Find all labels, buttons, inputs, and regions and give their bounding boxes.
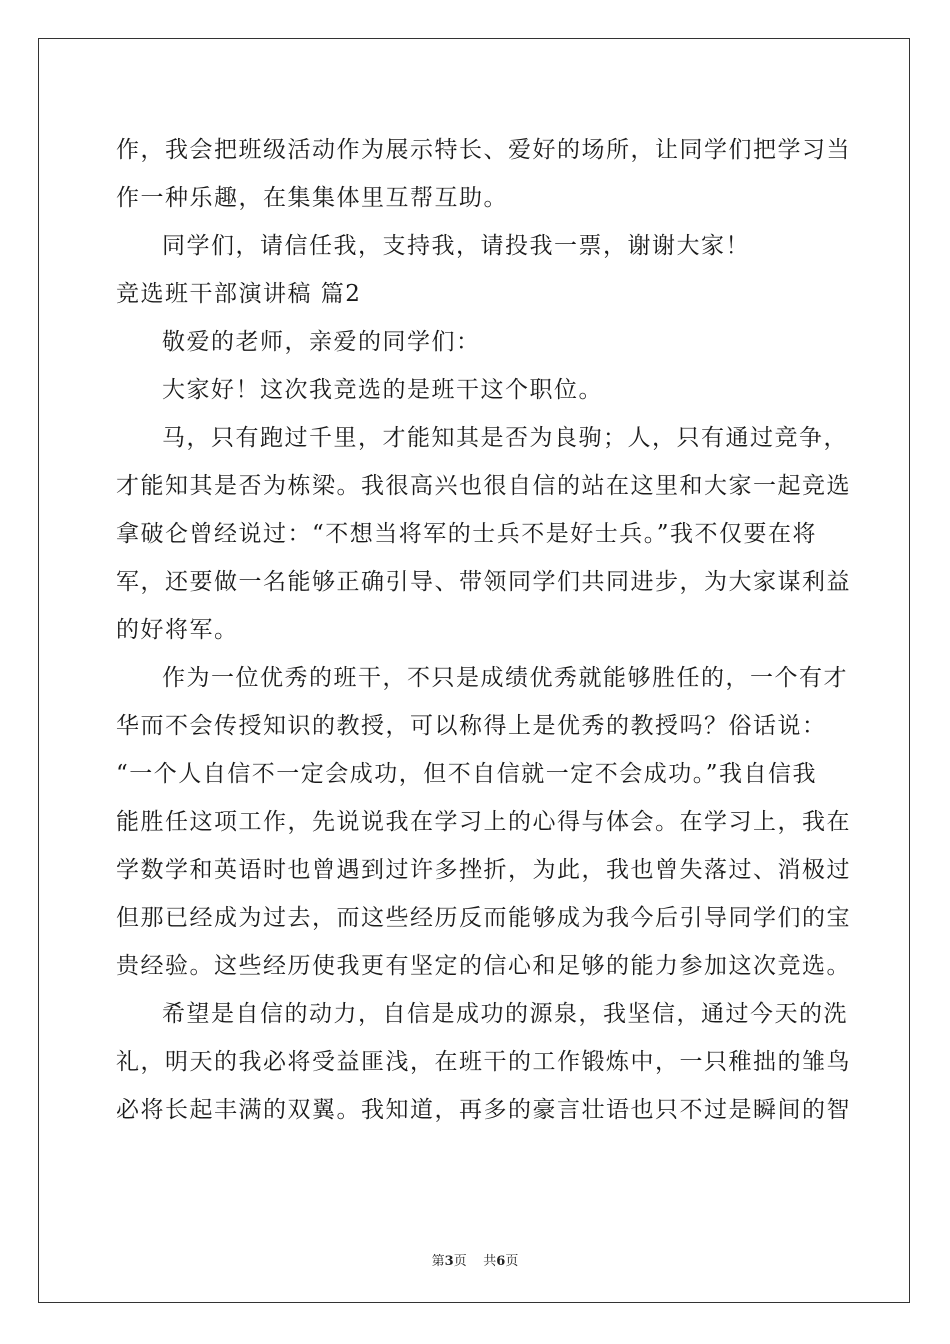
page-label-suffix: 页: [453, 1254, 467, 1269]
text-line: 但那已经成为过去，而这些经历反而能够成为我今后引导同学们的宝: [116, 905, 851, 931]
text-line: 同学们，请信任我，支持我，请投我一票，谢谢大家！: [162, 233, 750, 259]
text-line: 华而不会传授知识的教授，可以称得上是优秀的教授吗？俗话说：: [116, 713, 827, 739]
total-label-prefix: 共: [483, 1254, 497, 1269]
text-line: 大家好！这次我竞选的是班干这个职位。: [162, 377, 603, 403]
text-line: 礼，明天的我必将受益匪浅，在班干的工作锻炼中，一只稚拙的雏鸟: [116, 1049, 851, 1075]
page-footer: [0, 1250, 950, 1269]
text-line: 马，只有跑过千里，才能知其是否为良驹；人，只有通过竞争，: [162, 425, 848, 451]
text-line: 拿破仑曾经说过：“不想当将军的士兵不是好士兵。”我不仅要在将: [116, 521, 818, 547]
text-line: 作一种乐趣，在集集体里互帮互助。: [116, 185, 508, 211]
text-line: 才能知其是否为栋梁。我很高兴也很自信的站在这里和大家一起竞选: [116, 473, 851, 499]
text-line: “一个人自信不一定会成功，但不自信就一定不会成功。”我自信我: [116, 761, 818, 787]
section-heading: 竞选班干部演讲稿 篇2: [116, 281, 362, 307]
salutation: 敬爱的老师，亲爱的同学们：: [162, 329, 481, 355]
current-page-number: 3: [444, 1254, 454, 1269]
text-line: 必将长起丰满的双翼。我知道，再多的豪言壮语也只不过是瞬间的智: [116, 1097, 851, 1123]
total-label-suffix: 页: [505, 1254, 519, 1269]
text-line: 作为一位优秀的班干，不只是成绩优秀就能够胜任的，一个有才: [162, 665, 848, 691]
total-page-number: 6: [496, 1254, 506, 1269]
text-line: 贵经验。这些经历使我更有坚定的信心和足够的能力参加这次竞选。: [116, 953, 851, 979]
document-body: [116, 126, 851, 1134]
text-line: 军，还要做一名能够正确引导、带领同学们共同进步，为大家谋利益: [116, 569, 851, 595]
text-line: 希望是自信的动力，自信是成功的源泉，我坚信，通过今天的洗: [162, 1001, 848, 1027]
page-label-prefix: 第: [431, 1254, 445, 1269]
text-line: 作，我会把班级活动作为展示特长、爱好的场所，让同学们把学习当: [116, 137, 851, 163]
text-line: 的好将军。: [116, 617, 239, 643]
text-line: 能胜任这项工作，先说说我在学习上的心得与体会。在学习上，我在: [116, 809, 851, 835]
text-line: 学数学和英语时也曾遇到过许多挫折，为此，我也曾失落过、消极过: [116, 857, 851, 883]
